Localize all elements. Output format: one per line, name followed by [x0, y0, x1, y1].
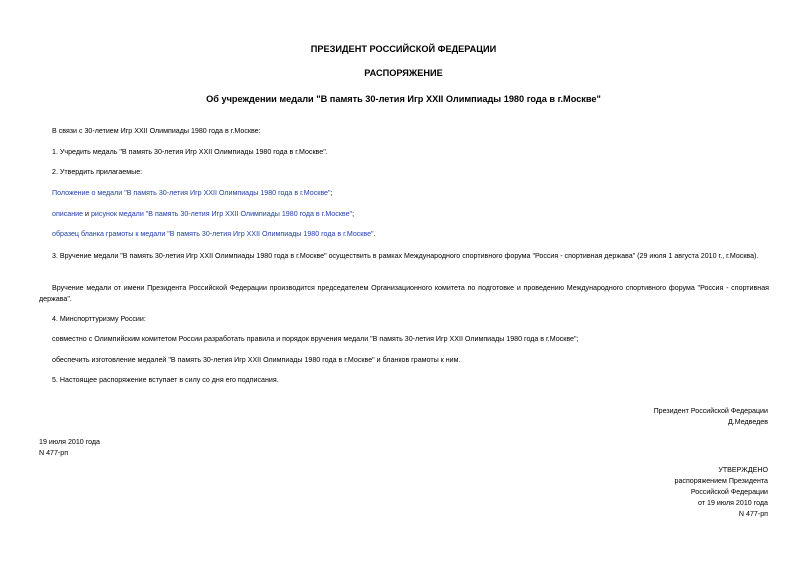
approval-line-1: УТВЕРЖДЕНО	[718, 466, 768, 474]
item-1: 1. Учредить медаль "В память 30-летия Игр XXII Олимпиады 1980 года в г.Москве".	[52, 148, 328, 156]
item-4-production: обеспечить изготовление медалей "В память 30-летия Игр XXII Олимпиады 1980 года в г.Москве" и бланков грамоты к ним.	[52, 356, 461, 364]
item-2: 2. Утвердить прилагаемые:	[52, 168, 143, 176]
document-number: N 477-рп	[39, 449, 69, 457]
item-3: 3. Вручение медали "В память 30-летия Игр XXII Олимпиады 1980 года в г.Москве" осуществить в рамках Международного спортивного форума "Россия - спортивная держава" (29 июля 1 августа 2010 г., г.Москва).	[52, 252, 759, 260]
item-4: 4. Минспорттуризму России:	[52, 315, 146, 323]
signature-name: Д.Медведев	[727, 418, 768, 426]
item-3-award-paragraph: Вручение медали от имени Президента Российской Федерации производится председателем Организационного комитета по подготовке и проведению Международного спортивного форума "Россия - спортивная держава".	[39, 284, 769, 303]
regulation-link[interactable]: Положение о медали "В память 30-летия Игр XXII Олимпиады 1980 года в г.Москве"	[52, 189, 331, 197]
medal-drawing-link[interactable]: рисунок медали "В память 30-летия Игр XXII Олимпиады 1980 года в г.Москве"	[90, 210, 353, 218]
item-4-rules: совместно с Олимпийским комитетом России разработать правила и порядок вручения медали "В память 30-летия Игр XXII Олимпиады 1980 года в г.Москве";	[52, 335, 579, 343]
document-date: 19 июля 2010 года	[39, 438, 100, 446]
attachment-3-tail: .	[373, 230, 376, 238]
item-5: 5. Настоящее распоряжение вступает в силу со дня его подписания.	[52, 376, 279, 384]
approval-line-4: от 19 июля 2010 года	[697, 499, 768, 507]
attachment-3	[39, 229, 769, 240]
attachment-2-tail: ;	[352, 210, 355, 218]
document-title: Об учреждении медали "В память 30-летия Игр XXII Олимпиады 1980 года в г.Москве"	[206, 94, 601, 104]
intro-paragraph: В связи с 30-летием Игр XXII Олимпиады 1980 года в г.Москве:	[52, 127, 261, 135]
certificate-form-link[interactable]: образец бланка грамоты к медали "В память 30-летия Игр XXII Олимпиады 1980 года в г.Москве"	[52, 230, 374, 238]
date-block	[39, 437, 100, 459]
approval-block	[675, 465, 768, 520]
document-authority: ПРЕЗИДЕНТ РОССИЙСКОЙ ФЕДЕРАЦИИ	[310, 44, 497, 54]
approval-line-2: распоряжением Президента	[674, 477, 768, 485]
approval-line-5: N 477-рп	[738, 510, 768, 518]
attachment-2	[39, 209, 769, 220]
signature-position: Президент Российской Федерации	[653, 407, 768, 415]
document-type: РАСПОРЯЖЕНИЕ	[364, 68, 443, 78]
attachment-2-mid: и	[83, 210, 91, 218]
description-link[interactable]: описание	[52, 210, 84, 218]
approval-line-3: Российской Федерации	[690, 488, 768, 496]
attachment-1-tail: ;	[330, 189, 333, 197]
attachment-1	[39, 188, 769, 199]
signature-block	[654, 406, 768, 428]
